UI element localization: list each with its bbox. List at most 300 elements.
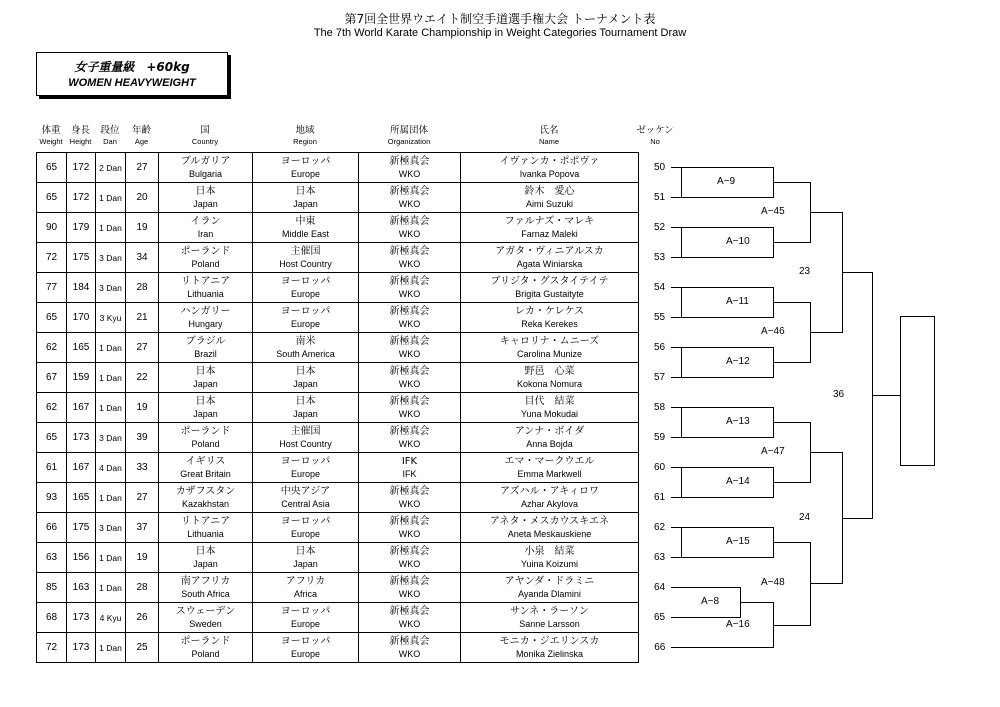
cell-dan: 1 Dan	[96, 333, 126, 363]
cell-weight: 65	[37, 303, 67, 333]
cell-country	[159, 453, 253, 483]
country-en: South Africa	[181, 588, 230, 599]
organization-jp: 新極真会	[389, 545, 430, 557]
bracket-line	[810, 212, 843, 213]
organization-jp: 新極真会	[389, 425, 430, 437]
country-jp: ブラジル	[185, 335, 226, 347]
bracket-label: A−47	[761, 446, 785, 457]
region-en: Europe	[290, 318, 321, 329]
bracket-line	[681, 377, 774, 378]
organization-jp: 新極真会	[389, 275, 430, 287]
cell-region	[253, 243, 359, 273]
cell-organization	[359, 423, 461, 453]
cell-region	[253, 363, 359, 393]
cell-number: 51	[653, 192, 666, 203]
country-en: Iran	[197, 228, 214, 239]
header-height: 身長 Height	[69, 125, 92, 146]
cell-name	[461, 153, 639, 183]
organization-en: WKO	[398, 588, 421, 599]
region-jp: 主催国	[290, 245, 321, 257]
name-en: Reka Kerekes	[521, 318, 578, 329]
name-en: Agata Winiarska	[516, 258, 583, 269]
country-en: Lithuania	[187, 528, 224, 539]
cell-region	[253, 483, 359, 513]
bracket-line	[810, 332, 843, 333]
category-title-jp: 女子重量級 +60kg	[74, 60, 190, 74]
bracket-label: 36	[833, 388, 845, 400]
country-en: Japan	[193, 558, 218, 569]
bracket-line	[773, 362, 811, 363]
cell-age: 37	[126, 513, 159, 543]
name-en: Brigita Gustaityte	[515, 288, 584, 299]
table-row	[37, 243, 681, 273]
cell-number: 52	[653, 222, 666, 233]
cell-country	[159, 573, 253, 603]
cell-height: 184	[67, 273, 96, 303]
country-jp: ポーランド	[180, 425, 231, 437]
cell-height: 167	[67, 393, 96, 423]
cell-weight: 66	[37, 513, 67, 543]
region-en: Europe	[290, 468, 321, 479]
cell-dan: 1 Dan	[96, 543, 126, 573]
name-jp: ブリジタ・グスタイテイテ	[490, 275, 609, 287]
name-jp: イヴァンカ・ポポヴァ	[499, 155, 600, 167]
name-en: Sanne Larsson	[519, 618, 580, 629]
cell-weight: 65	[37, 183, 67, 213]
region-en: Europe	[290, 618, 321, 629]
country-en: Bulgaria	[188, 168, 223, 179]
organization-jp: 新極真会	[389, 305, 430, 317]
header-country: 国 Country	[191, 125, 219, 146]
region-en: Japan	[293, 378, 318, 389]
cell-name	[461, 393, 639, 423]
cell-name	[461, 333, 639, 363]
bracket-line	[681, 557, 774, 558]
name-jp: アンナ・ボイダ	[514, 425, 585, 437]
bracket-line	[681, 587, 741, 588]
name-en: Anna Bojda	[526, 438, 573, 449]
country-en: Poland	[191, 648, 220, 659]
region-jp: ヨーロッパ	[280, 635, 331, 647]
bracket-label: A−11	[726, 296, 749, 307]
region-en: Host Country	[279, 258, 332, 269]
country-jp: リトアニア	[180, 515, 231, 527]
cell-number: 66	[654, 642, 666, 653]
name-en: Yuna Mokudai	[520, 408, 579, 419]
organization-en: WKO	[398, 318, 421, 329]
country-jp: 日本	[195, 395, 216, 407]
table-row	[37, 363, 681, 393]
cell-number: 63	[653, 552, 666, 563]
table-row	[37, 603, 681, 633]
cell-region	[253, 303, 359, 333]
organization-jp: 新極真会	[389, 515, 430, 527]
bracket-line	[810, 583, 843, 584]
cell-number: 65	[653, 612, 666, 623]
country-en: Great Britain	[180, 468, 231, 479]
bracket-label: A−13	[726, 416, 750, 427]
organization-en: WKO	[398, 498, 421, 509]
header-organization: 所属団体 Organization	[387, 125, 431, 146]
cell-age: 20	[126, 183, 159, 213]
name-jp: キャロリナ・ムニーズ	[499, 335, 600, 347]
country-jp: 南アフリカ	[180, 575, 231, 587]
cell-name	[461, 423, 639, 453]
country-jp: カザフスタン	[175, 485, 236, 497]
organization-jp: 新極真会	[389, 245, 430, 257]
bracket-label: A−46	[761, 326, 785, 337]
table-row	[37, 513, 681, 543]
table-row	[37, 573, 681, 603]
cell-organization	[359, 573, 461, 603]
region-en: South America	[276, 348, 335, 359]
bracket-line	[681, 197, 774, 198]
organization-jp: 新極真会	[389, 215, 430, 227]
cell-name	[461, 363, 639, 393]
bracket-line	[681, 287, 774, 288]
bracket-line	[681, 227, 774, 228]
cell-age: 27	[126, 483, 159, 513]
organization-jp: 新極真会	[389, 335, 430, 347]
country-en: Sweden	[189, 618, 222, 629]
region-en: Middle East	[281, 228, 330, 239]
region-jp: ヨーロッパ	[280, 305, 331, 317]
cell-dan: 1 Dan	[96, 393, 126, 423]
cell-dan: 1 Dan	[96, 573, 126, 603]
page-title-jp: 第7回全世界ウエイト制空手道選手権大会 トーナメント表	[344, 12, 656, 26]
organization-jp: 新極真会	[389, 635, 430, 647]
table-row	[37, 183, 681, 213]
name-en: Emma Markwell	[517, 468, 582, 479]
region-en: Japan	[293, 408, 318, 419]
cell-height: 156	[67, 543, 96, 573]
organization-jp: 新極真会	[389, 485, 430, 497]
cell-country	[159, 273, 253, 303]
cell-country	[159, 183, 253, 213]
cell-number: 58	[653, 402, 666, 413]
bracket-line	[842, 518, 873, 519]
organization-en: WKO	[398, 198, 421, 209]
country-jp: 日本	[195, 545, 216, 557]
bracket-line	[872, 395, 901, 396]
bracket-line	[810, 452, 843, 453]
bracket-line	[681, 347, 774, 348]
entries-table	[36, 152, 681, 663]
bracket-line	[681, 407, 774, 408]
organization-en: WKO	[398, 558, 421, 569]
organization-en: WKO	[398, 168, 421, 179]
cell-name	[461, 303, 639, 333]
cell-height: 165	[67, 483, 96, 513]
cell-country	[159, 513, 253, 543]
bracket-line	[681, 467, 774, 468]
cell-country	[159, 393, 253, 423]
cell-height: 170	[67, 303, 96, 333]
cell-name	[461, 273, 639, 303]
name-en: Kokona Nomura	[516, 378, 583, 389]
cell-height: 172	[67, 153, 96, 183]
cell-dan: 1 Dan	[96, 633, 126, 663]
region-jp: 主催国	[290, 425, 321, 437]
cell-name	[461, 243, 639, 273]
cell-organization	[359, 153, 461, 183]
cell-dan: 1 Dan	[96, 483, 126, 513]
cell-dan: 3 Dan	[96, 423, 126, 453]
name-jp: ファルナズ・マレキ	[504, 215, 595, 227]
name-en: Yuina Koizumi	[520, 558, 579, 569]
cell-weight: 62	[37, 333, 67, 363]
cell-country	[159, 423, 253, 453]
name-jp: サンネ・ラーソン	[510, 605, 589, 617]
cell-age: 21	[126, 303, 159, 333]
cell-region	[253, 603, 359, 633]
organization-jp: 新極真会	[389, 575, 430, 587]
country-jp: 日本	[195, 185, 216, 197]
cell-dan: 1 Dan	[96, 363, 126, 393]
country-jp: ハンガリー	[180, 305, 231, 317]
bracket-connector	[681, 227, 682, 258]
organization-en: WKO	[398, 618, 421, 629]
cell-number: 54	[653, 282, 666, 293]
country-jp: 日本	[195, 365, 216, 377]
header-region: 地域 Region	[293, 125, 317, 146]
final-box-line	[900, 316, 901, 466]
cell-height: 173	[67, 603, 96, 633]
cell-number: 59	[653, 432, 666, 443]
cell-organization	[359, 273, 461, 303]
final-box-line	[900, 465, 935, 466]
bracket-label: A−10	[726, 236, 750, 247]
organization-en: WKO	[398, 348, 421, 359]
country-en: Poland	[191, 438, 220, 449]
table-row	[37, 543, 681, 573]
table-row	[37, 273, 681, 303]
cell-height: 165	[67, 333, 96, 363]
name-en: Ivanka Popova	[519, 168, 580, 179]
country-en: Poland	[191, 258, 220, 269]
bracket-line	[773, 422, 811, 423]
bracket-line	[681, 257, 774, 258]
cell-dan: 1 Dan	[96, 213, 126, 243]
cell-weight: 85	[37, 573, 67, 603]
bracket-label: A−15	[726, 536, 750, 547]
table-row	[37, 483, 681, 513]
bracket-label: 24	[799, 511, 811, 523]
table-row	[37, 453, 681, 483]
header-weight: 体重 Weight	[39, 125, 63, 146]
cell-weight: 63	[37, 543, 67, 573]
cell-height: 179	[67, 213, 96, 243]
cell-region	[253, 453, 359, 483]
bracket-label: A−16	[726, 618, 750, 630]
country-en: Hungary	[188, 318, 223, 329]
cell-region	[253, 633, 359, 663]
name-jp: 鈴木 愛心	[524, 185, 575, 197]
country-en: Lithuania	[187, 288, 224, 299]
region-jp: 南米	[295, 335, 316, 347]
name-jp: レカ・ケレケス	[514, 305, 585, 317]
bracket-line	[681, 497, 774, 498]
cell-number: 62	[653, 522, 666, 533]
cell-height: 172	[67, 183, 96, 213]
cell-name	[461, 213, 639, 243]
organization-en: WKO	[398, 258, 421, 269]
cell-country	[159, 363, 253, 393]
cell-dan: 2 Dan	[96, 153, 126, 183]
cell-weight: 65	[37, 423, 67, 453]
region-jp: ヨーロッパ	[280, 515, 331, 527]
bracket-line	[740, 602, 774, 603]
cell-region	[253, 213, 359, 243]
organization-en: WKO	[398, 378, 421, 389]
cell-weight: 62	[37, 393, 67, 423]
organization-en: WKO	[398, 648, 421, 659]
organization-en: WKO	[398, 408, 421, 419]
bracket-line	[681, 437, 774, 438]
cell-weight: 93	[37, 483, 67, 513]
name-en: Azhar Akylova	[520, 498, 579, 509]
bracket-connector	[681, 467, 682, 498]
cell-weight: 67	[37, 363, 67, 393]
cell-country	[159, 243, 253, 273]
cell-age: 27	[126, 333, 159, 363]
bracket-connector	[681, 287, 682, 318]
cell-number: 57	[653, 372, 666, 383]
cell-age: 34	[126, 243, 159, 273]
cell-country	[159, 483, 253, 513]
cell-dan: 1 Dan	[96, 183, 126, 213]
category-box	[36, 52, 228, 96]
region-en: Europe	[290, 648, 321, 659]
cell-height: 173	[67, 423, 96, 453]
bracket-label: A−8	[701, 596, 720, 607]
region-en: Africa	[293, 588, 317, 599]
cell-region	[253, 543, 359, 573]
cell-age: 19	[126, 213, 159, 243]
table-row	[37, 633, 681, 663]
organization-en: WKO	[398, 438, 421, 449]
country-jp: スウェーデン	[175, 605, 236, 617]
cell-age: 19	[126, 393, 159, 423]
cell-dan: 3 Dan	[96, 513, 126, 543]
cell-age: 33	[126, 453, 159, 483]
bracket-label: A−45	[761, 206, 785, 217]
organization-en: WKO	[398, 288, 421, 299]
country-en: Kazakhstan	[181, 498, 230, 509]
cell-country	[159, 153, 253, 183]
bracket-line	[773, 182, 811, 183]
page-title-en: The 7th World Karate Championship in Weight Categories Tournament Draw	[313, 27, 687, 39]
cell-region	[253, 333, 359, 363]
cell-name	[461, 453, 639, 483]
name-en: Aimi Suzuki	[525, 198, 573, 209]
name-en: Monika Zielinska	[515, 648, 584, 659]
country-jp: ブルガリア	[180, 155, 231, 167]
country-jp: イラン	[190, 215, 221, 227]
cell-height: 173	[67, 633, 96, 663]
country-jp: イギリス	[185, 455, 226, 467]
region-en: Europe	[290, 168, 321, 179]
bracket-line	[773, 625, 811, 626]
bracket-line	[773, 302, 811, 303]
cell-organization	[359, 333, 461, 363]
cell-organization	[359, 453, 461, 483]
cell-age: 22	[126, 363, 159, 393]
cell-dan: 3 Kyu	[96, 303, 126, 333]
organization-en: WKO	[398, 528, 421, 539]
cell-height: 163	[67, 573, 96, 603]
cell-country	[159, 213, 253, 243]
cell-region	[253, 423, 359, 453]
cell-height: 175	[67, 513, 96, 543]
cell-number: 53	[653, 252, 666, 263]
cell-dan: 4 Kyu	[96, 603, 126, 633]
cell-age: 26	[126, 603, 159, 633]
table-row	[37, 153, 681, 183]
bracket-line	[681, 167, 774, 168]
cell-organization	[359, 603, 461, 633]
name-en: Ayanda Dlamini	[518, 588, 581, 599]
cell-country	[159, 543, 253, 573]
name-jp: アネタ・メスカウスキエネ	[489, 515, 610, 527]
cell-weight: 65	[37, 153, 67, 183]
region-jp: ヨーロッパ	[280, 455, 331, 467]
cell-age: 39	[126, 423, 159, 453]
cell-country	[159, 603, 253, 633]
region-jp: 日本	[295, 185, 316, 197]
bracket-line	[773, 482, 811, 483]
table-row	[37, 303, 681, 333]
region-en: Host Country	[279, 438, 332, 449]
cell-organization	[359, 243, 461, 273]
cell-height: 167	[67, 453, 96, 483]
region-jp: ヨーロッパ	[280, 275, 331, 287]
region-jp: 中東	[295, 215, 316, 227]
cell-region	[253, 183, 359, 213]
name-jp: 目代 結菜	[524, 395, 575, 407]
region-en: Japan	[293, 558, 318, 569]
cell-region	[253, 273, 359, 303]
organization-jp: 新極真会	[389, 185, 430, 197]
cell-age: 28	[126, 273, 159, 303]
cell-organization	[359, 393, 461, 423]
cell-region	[253, 393, 359, 423]
country-en: Japan	[193, 198, 218, 209]
cell-number: 61	[653, 492, 666, 503]
cell-weight: 90	[37, 213, 67, 243]
bracket-connector	[681, 527, 682, 558]
bracket-connector	[681, 347, 682, 378]
cell-dan: 3 Dan	[96, 273, 126, 303]
cell-name	[461, 513, 639, 543]
name-en: Carolina Munize	[516, 348, 583, 359]
cell-name	[461, 573, 639, 603]
name-jp: 小泉 結菜	[524, 545, 575, 557]
cell-organization	[359, 483, 461, 513]
final-box-line	[900, 316, 935, 317]
header-no: ゼッケン No	[636, 125, 674, 146]
bracket-line	[681, 527, 774, 528]
country-en: Brazil	[194, 348, 217, 359]
name-jp: 野邑 心菜	[524, 365, 575, 377]
bracket-line	[773, 242, 811, 243]
cell-name	[461, 543, 639, 573]
region-jp: 日本	[295, 365, 316, 377]
bracket-line	[681, 317, 774, 318]
header-name: 氏名 Name	[538, 125, 559, 146]
cell-name	[461, 633, 639, 663]
cell-name	[461, 483, 639, 513]
